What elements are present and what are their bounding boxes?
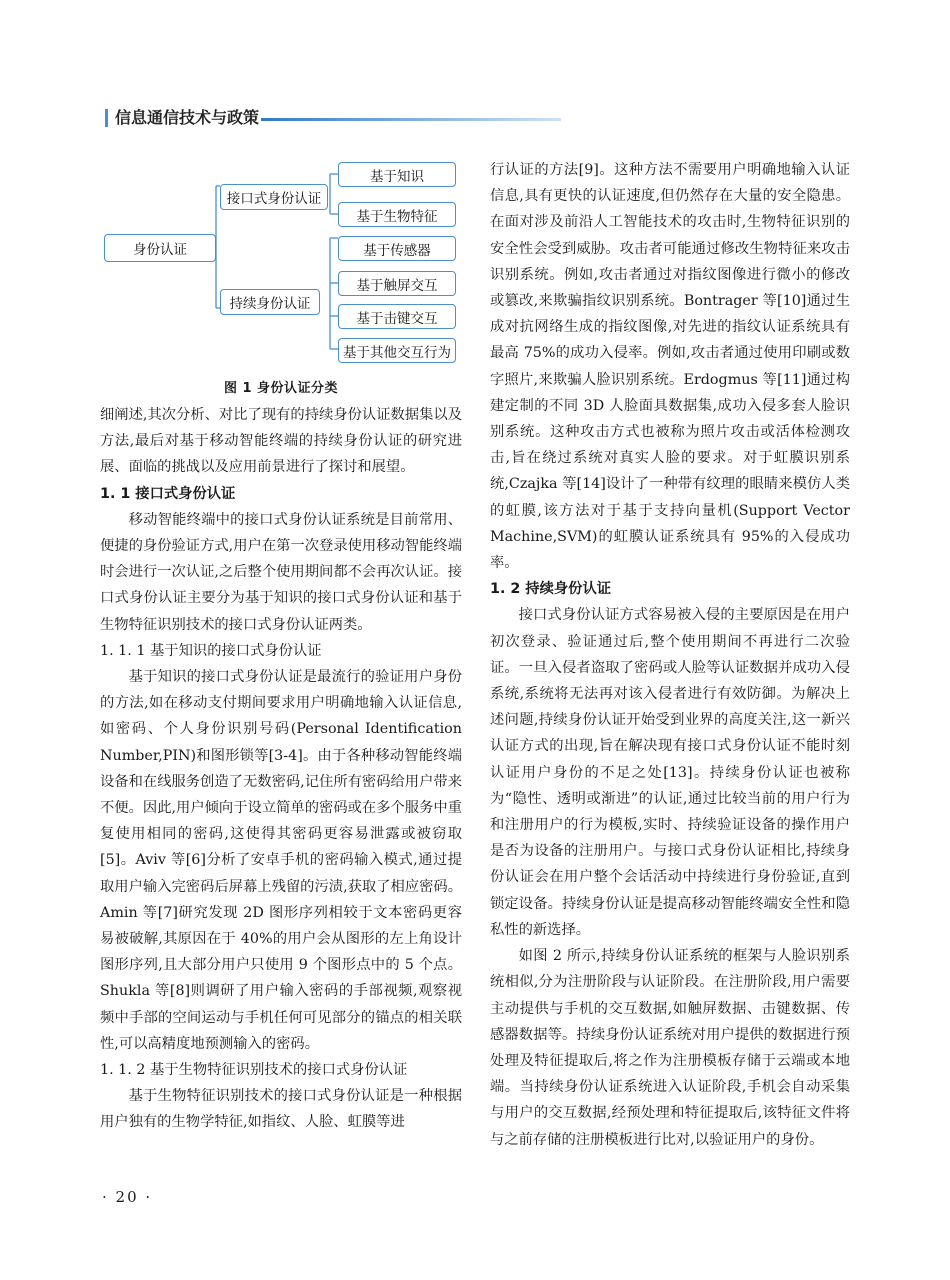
subsection-heading: 1. 1. 2 基于生物特征识别技术的接口式身份认证: [100, 1062, 408, 1079]
leaf-touch: 基于触屏交互: [338, 271, 456, 296]
branch-interface-auth: 接口式身份认证: [220, 184, 328, 210]
page-number: · 20 ·: [102, 1188, 153, 1206]
figure-1: [100, 158, 462, 370]
paragraph: 细阐述,其次分析、对比了现有的持续身份认证数据集以及方法,最后对基于移动智能终端的持续身份认证的研究进展、面临的挑战以及应用前景进行了探讨和展望。: [100, 407, 462, 476]
leaf-biometric: 基于生物特征: [338, 202, 456, 227]
subsection-heading: 1. 1. 1 基于知识的接口式身份认证: [100, 642, 322, 659]
paragraph: 如图 2 所示,持续身份认证系统的框架与人脸识别系统相似,分为注册阶段与认证阶段。在注册阶段,用户需要主动提供与手机的交互数据,如触屏数据、击键数据、传感器数据等。持续身份认证系统对用户提供的数据进行预处理及特征提取后,将之作为注册模板存储于云端或本地端。当持续身份认证系统进入认证阶段,手机会自动采集与用户的交互数据,经预处理和特征提取后,该特征文件将与之前存储的注册模板进行比对,以验证用户的身份。: [490, 948, 850, 1148]
paragraph: 基于知识的接口式身份认证是最流行的验证用户身份的方法,如在移动支付期间要求用户明确地输入认证信息,如密码、个人身份识别号码(Personal Identification Number,PIN)和图形锁等[3-4]。由于各种移动智能终端设备和在线服务创造了无数密码,记住所有密码给用户带来不便。因此,用户倾向于设立简单的密码或在多个服务中重复使用相同的密码,这使得其密码更容易泄露或被窃取[5]。Aviv 等[6]分析了安卓手机的密码输入模式,通过提取用户输入完密码后屏幕上残留的污渍,获取了相应密码。Amin 等[7]研究发现 2D 图形序列相较于文本密码更容易被破解,其原因在于 40%的用户会从图形的左上角设计图形序列,且大部分用户只使用 9 个图形点中的 5 个点。Shukla 等[8]则调研了用户输入密码的手部视频,观察视频中手部的空间运动与手机任何可见部分的锚点的相关联性,可以高精度地预测输入的密码。: [100, 669, 462, 1052]
paragraph: 移动智能终端中的接口式身份认证系统是目前常用、便捷的身份验证方式,用户在第一次登录使用移动智能终端时会进行一次认证,之后整个使用期间都不会再次认证。接口式身份认证主要分为基于知识的接口式身份认证和基于生物特征识别技术的接口式身份认证两类。: [100, 511, 462, 633]
section-heading: 1. 1 接口式身份认证: [100, 485, 236, 502]
root-node: 身份认证: [104, 234, 216, 262]
paragraph: 基于生物特征识别技术的接口式身份认证是一种根据用户独有的生物学特征,如指纹、人脸、虹膜等进: [100, 1088, 462, 1131]
leaf-sensor: 基于传感器: [338, 236, 456, 261]
leaf-other-behavior: 基于其他交互行为: [338, 338, 456, 363]
leaf-knowledge: 基于知识: [338, 162, 456, 187]
section-heading: 1. 2 持续身份认证: [490, 581, 612, 598]
leaf-keystroke: 基于击键交互: [338, 304, 456, 329]
branch-continuous-auth: 持续身份认证: [220, 289, 320, 315]
left-column: [100, 402, 462, 1136]
figure-caption: 图 1 身份认证分类: [223, 381, 339, 396]
right-column: [490, 157, 850, 1153]
header-accent-bar: [105, 109, 108, 127]
paragraph: 行认证的方法[9]。这种方法不需要用户明确地输入认证信息,具有更快的认证速度,但仍然存在大量的安全隐患。在面对涉及前沿人工智能技术的攻击时,生物特征识别的安全性会受到威胁。攻击者可能通过修改生物特征来攻击识别系统。例如,攻击者通过对指纹图像进行微小的修改或篡改,来欺骗指纹识别系统。Bontrager 等[10]通过生成对抗网络生成的指纹图像,对先进的指纹认证系统具有最高 75%的成功入侵率。例如,攻击者通过使用印刷或数字照片,来欺骗人脸识别系统。Erdogmus 等[11]通过构建定制的不同 3D 人脸面具数据集,成功入侵多套人脸识别系统。这种攻击方式也被称为照片攻击或活体检测攻击,旨在绕过系统对真实人脸的要求。对于虹膜识别系统,Czajka 等[14]设计了一种带有纹理的眼睛来模仿人类的虹膜,该方法对于基于支持向量机(Support Vector Machine,SVM)的虹膜认证系统具有 95%的入侵成功率。: [490, 162, 850, 572]
journal-title: 信息通信技术与政策: [115, 108, 260, 127]
paragraph: 接口式身份认证方式容易被入侵的主要原因是在用户初次登录、验证通过后,整个使用期间不再进行二次验证。一旦入侵者盗取了密码或人脸等认证数据并成功入侵系统,系统将无法再对该入侵者进行有效防御。为解决上述问题,持续身份认证开始受到业界的高度关注,这一新兴认证方式的出现,旨在解决现有接口式身份认证不能时刻认证用户身份的不足之处[13]。持续身份认证也被称为“隐性、透明或渐进”的认证,通过比较当前的用户行为和注册用户的行为模板,实时、持续验证设备的操作用户是否为设备的注册用户。与接口式身份认证相比,持续身份认证会在用户整个会话活动中持续进行身份验证,直到锁定设备。持续身份认证是提高移动智能终端安全性和隐私性的新选择。: [490, 607, 850, 938]
header-rule: [261, 118, 561, 121]
running-header: [105, 107, 845, 129]
